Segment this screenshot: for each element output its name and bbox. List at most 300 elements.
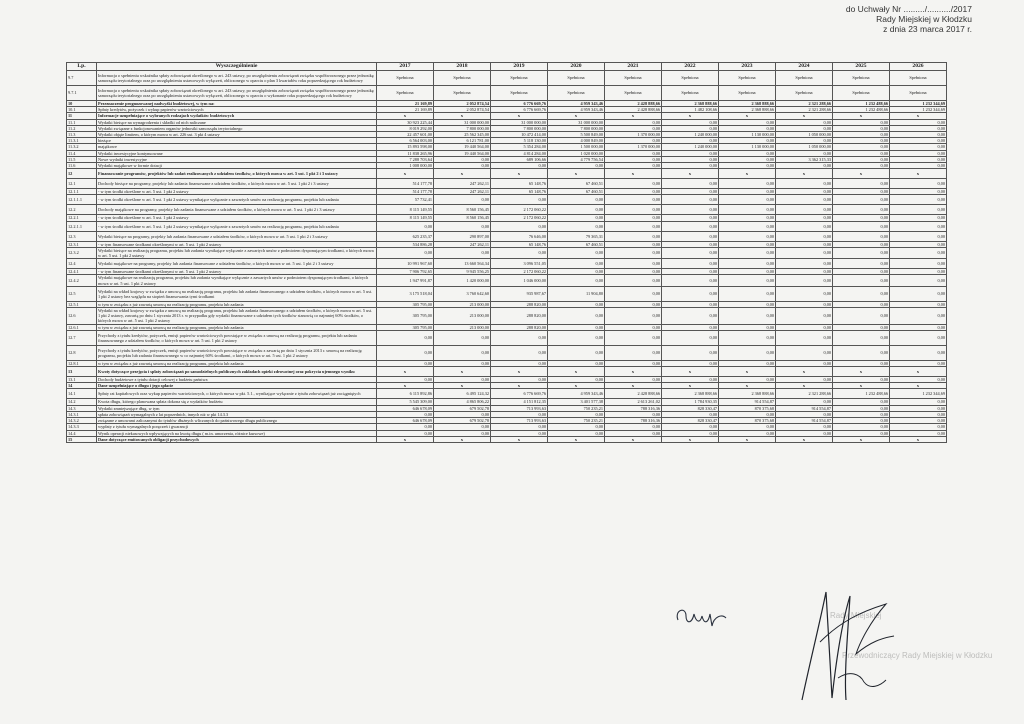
cell-value: 0,00 <box>377 377 434 383</box>
cell-value: 0,00 <box>377 411 434 417</box>
cell-value: 7 288 703,64 <box>377 156 434 162</box>
cell-value: Spełniona <box>662 71 719 86</box>
cell-value: 0,00 <box>491 163 548 169</box>
cell-value: x <box>434 169 491 179</box>
row-description: związane z umowami zaliczanymi do tytułów dłużnych wliczanych do państwowego długu publicznego <box>97 418 377 424</box>
cell-value: 0,00 <box>890 247 947 258</box>
cell-value: 0,00 <box>776 308 833 325</box>
row-description: Wydatki inwestycyjne kontynuowane <box>97 150 377 156</box>
column-header: 2024 <box>776 63 833 71</box>
cell-value: 288 820,00 <box>491 301 548 307</box>
cell-value: 2 321 288,66 <box>776 101 833 107</box>
cell-value: 0,00 <box>548 215 605 221</box>
cell-value: 4 779 756,54 <box>548 156 605 162</box>
cell-value: 2 368 888,66 <box>719 107 776 113</box>
row-description: - w tym środki określone w art. 5 ust. 1 pkt 2 ustawy <box>97 215 377 221</box>
cell-value: 2 172 060,22 <box>491 215 548 221</box>
column-header: Lp. <box>67 63 97 71</box>
cell-value: 0,00 <box>719 215 776 221</box>
chairman-signature-stamp <box>790 582 993 706</box>
cell-value: 0,00 <box>833 221 890 231</box>
row-number: 12.2 <box>67 205 97 215</box>
cell-value: 305 795,00 <box>377 301 434 307</box>
row-number: 14.3 <box>67 405 97 411</box>
cell-value: 0,00 <box>776 150 833 156</box>
cell-value: 0,00 <box>833 286 890 301</box>
row-description: Dane dotyczące emitowanych obligacji przychodowych <box>97 436 377 442</box>
column-header: 2023 <box>719 63 776 71</box>
cell-value: 0,00 <box>719 269 776 275</box>
cell-value: Spełniona <box>434 71 491 86</box>
cell-value: 2 172 060,22 <box>491 205 548 215</box>
cell-value: 0,00 <box>719 119 776 125</box>
signature-initials <box>672 602 732 628</box>
cell-value: 0,00 <box>890 275 947 286</box>
cell-value: 76 646,00 <box>491 231 548 241</box>
table-row <box>67 247 947 258</box>
cell-value: 0,00 <box>662 430 719 436</box>
cell-value: 914 554,87 <box>776 418 833 424</box>
table-row <box>67 367 947 377</box>
cell-value: 8 115 149,55 <box>377 205 434 215</box>
cell-value: 2 321 288,66 <box>776 389 833 399</box>
cell-value: 0,00 <box>491 360 548 366</box>
cell-value: Spełniona <box>719 71 776 86</box>
row-description: Przychody z tytułu kredytów, pożyczek, emisji papierów wartościowych powstające w związku z zawartą po dniu 1 stycznia 2013 r. umową na realizację programu, projektu lub zadania finansowanego w co najmniej 60% środkami, o których mowa w art. 5 ust. 1 pkt 2 ustawy <box>97 345 377 360</box>
cell-value: 0,00 <box>890 286 947 301</box>
cell-value: 0,00 <box>719 308 776 325</box>
cell-value: 1 370 000,00 <box>605 144 662 150</box>
cell-value: 0,00 <box>662 377 719 383</box>
cell-value: 0,00 <box>890 360 947 366</box>
cell-value: 0,00 <box>833 144 890 150</box>
cell-value: 0,00 <box>491 330 548 345</box>
cell-value: x <box>662 383 719 389</box>
cell-value: 0,00 <box>719 247 776 258</box>
cell-value: 3 175 518,04 <box>377 286 434 301</box>
row-number: 10.1 <box>67 107 97 113</box>
cell-value: 0,00 <box>833 360 890 366</box>
cell-value: 0,00 <box>890 221 947 231</box>
cell-value: 0,00 <box>434 330 491 345</box>
row-description: Wydatki majątkowe na realizację programu, projektu lub zadania wynikające wyłącznie z zawartych umów z podmiotem dysponującym środkami, o których mowa w art. 5 ust. 1 pkt 2 ustawy <box>97 275 377 286</box>
cell-value: 3 760 642,60 <box>434 286 491 301</box>
cell-value: 0,00 <box>776 247 833 258</box>
cell-value: 7 800 000,00 <box>434 125 491 131</box>
cell-value: 0,00 <box>548 205 605 215</box>
cell-value: 30 923 225,44 <box>377 119 434 125</box>
cell-value: 0,00 <box>833 205 890 215</box>
cell-value: 0,00 <box>434 156 491 162</box>
cell-value: 4 959 343,46 <box>548 107 605 113</box>
cell-value: 4 000 849,00 <box>548 138 605 144</box>
cell-value: 0,00 <box>890 119 947 125</box>
row-number: 14.3.2 <box>67 418 97 424</box>
table-row <box>67 86 947 101</box>
cell-value: 0,00 <box>776 179 833 189</box>
cell-value: x <box>491 367 548 377</box>
row-description: Informacja o spełnieniu wskaźnika spłaty zobowiązań określonego w art. 243 ustawy, po uwzględnieniu zobowiązań związku współtworzonego przez jednostkę samorządu terytorialnego oraz po uwzględnieniu ustawowych wyłączeń, obliczonego w oparciu o plan 3 kwartałów roku poprzedzającego rok budżetowy <box>97 71 377 86</box>
cell-value: 0,00 <box>605 189 662 195</box>
cell-value: x <box>491 113 548 119</box>
cell-value: x <box>662 367 719 377</box>
cell-value: 914 554,87 <box>719 399 776 405</box>
cell-value: 0,00 <box>833 163 890 169</box>
row-number: 11.4 <box>67 150 97 156</box>
cell-value: 0,00 <box>662 345 719 360</box>
cell-value: 65 148,76 <box>491 241 548 247</box>
cell-value: x <box>776 367 833 377</box>
cell-value: 0,00 <box>491 411 548 417</box>
cell-value: 0,00 <box>605 269 662 275</box>
row-description: Wydatki bieżące na realizację programu, projektu lub zadania wynikające wyłącznie z zawartych umów z podmiotem dysponującym środkami, o których mowa w art. 5 ust. 1 pkt 2 ustawy <box>97 247 377 258</box>
row-description: Wydatki majątkowe w formie dotacji <box>97 163 377 169</box>
cell-value: 2 052 874,54 <box>434 107 491 113</box>
cell-value: 4 959 343,46 <box>548 101 605 107</box>
row-description: Wydatki objęte limitem, o którym mowa w art. 226 ust. 3 pkt 4 ustawy <box>97 132 377 138</box>
resolution-header <box>846 4 972 34</box>
cell-value: 0,00 <box>662 247 719 258</box>
row-number: 12.1.1 <box>67 189 97 195</box>
cell-value: 2 428 888,66 <box>605 101 662 107</box>
cell-value: x <box>434 383 491 389</box>
cell-value: 0,00 <box>833 411 890 417</box>
row-number: 9.7 <box>67 71 97 86</box>
cell-value: 0,00 <box>776 189 833 195</box>
row-number: 13 <box>67 367 97 377</box>
cell-value: 0,00 <box>377 221 434 231</box>
cell-value: 0,00 <box>833 138 890 144</box>
cell-value: x <box>377 367 434 377</box>
column-header: 2021 <box>605 63 662 71</box>
table-row <box>67 169 947 179</box>
cell-value: 0,00 <box>548 377 605 383</box>
cell-value: 828 330,47 <box>662 418 719 424</box>
cell-value: x <box>491 436 548 442</box>
cell-value: 0,00 <box>890 189 947 195</box>
cell-value: 2 613 261,02 <box>605 399 662 405</box>
cell-value: 0,00 <box>776 301 833 307</box>
cell-value: 0,00 <box>776 205 833 215</box>
row-number: 12.2.1 <box>67 215 97 221</box>
row-description: - w tym środki określone w art. 5 ust. 1 pkt 2 ustawy <box>97 189 377 195</box>
cell-value: 0,00 <box>548 330 605 345</box>
cell-value: 11 904,80 <box>548 286 605 301</box>
row-number: 11.6 <box>67 163 97 169</box>
cell-value: Spełniona <box>605 71 662 86</box>
cell-value: 0,00 <box>719 163 776 169</box>
cell-value: x <box>491 383 548 389</box>
cell-value: 19 440 564,00 <box>434 150 491 156</box>
cell-value: 65 148,76 <box>491 189 548 195</box>
table-row <box>67 205 947 215</box>
cell-value: 0,00 <box>605 330 662 345</box>
row-number: 11.5 <box>67 156 97 162</box>
cell-value: 13 660 564,34 <box>434 259 491 269</box>
cell-value: 0,00 <box>776 119 833 125</box>
cell-value: 0,00 <box>890 399 947 405</box>
cell-value: x <box>662 113 719 119</box>
svg-text:Rady Miejskiej: Rady Miejskiej <box>830 611 882 620</box>
cell-value: Spełniona <box>719 86 776 101</box>
column-header: 2022 <box>662 63 719 71</box>
cell-value: 534 886,28 <box>377 241 434 247</box>
cell-value: 0,00 <box>776 163 833 169</box>
row-number: 10 <box>67 101 97 107</box>
cell-value: 0,00 <box>605 221 662 231</box>
row-description: Wydatki bieżące na wynagrodzenia i składki od nich naliczane <box>97 119 377 125</box>
cell-value: 1 500 000,00 <box>548 144 605 150</box>
cell-value: 0,00 <box>776 360 833 366</box>
cell-value: x <box>890 367 947 377</box>
cell-value: 0,00 <box>719 286 776 301</box>
cell-value: 247 262,11 <box>434 189 491 195</box>
cell-value: 0,00 <box>833 324 890 330</box>
cell-value: 689 106,66 <box>491 156 548 162</box>
cell-value: x <box>890 383 947 389</box>
cell-value: 1 020 000,00 <box>548 150 605 156</box>
cell-value: x <box>605 169 662 179</box>
cell-value: 914 554,87 <box>776 405 833 411</box>
cell-value: 0,00 <box>833 215 890 221</box>
row-description: Dochody budżetowe z tytułu dotacji celowej z budżetu państwa <box>97 377 377 383</box>
cell-value: 2 052 874,54 <box>434 101 491 107</box>
cell-value: Spełniona <box>548 86 605 101</box>
cell-value: 0,00 <box>776 259 833 269</box>
cell-value: 0,00 <box>719 424 776 430</box>
cell-value: 0,00 <box>776 125 833 131</box>
row-number: 12.4.1 <box>67 269 97 275</box>
cell-value: 1 046 000,00 <box>491 275 548 286</box>
cell-value: x <box>662 169 719 179</box>
cell-value: 0,00 <box>662 308 719 325</box>
cell-value: 646 678,09 <box>377 418 434 424</box>
column-header: 2025 <box>833 63 890 71</box>
cell-value: 65 148,76 <box>491 179 548 189</box>
cell-value: 0,00 <box>776 231 833 241</box>
table-row <box>67 436 947 442</box>
table-row <box>67 389 947 399</box>
cell-value: x <box>719 169 776 179</box>
cell-value: 0,00 <box>662 275 719 286</box>
cell-value: 0,00 <box>434 247 491 258</box>
cell-value: 0,00 <box>719 189 776 195</box>
cell-value: Spełniona <box>833 71 890 86</box>
cell-value: 6 121 781,00 <box>434 138 491 144</box>
cell-value: 8 115 149,55 <box>377 215 434 221</box>
cell-value: 0,00 <box>605 125 662 131</box>
cell-value: 0,00 <box>434 424 491 430</box>
cell-value: x <box>377 436 434 442</box>
cell-value: 0,00 <box>662 330 719 345</box>
cell-value: 247 262,11 <box>434 241 491 247</box>
cell-value: Spełniona <box>491 86 548 101</box>
cell-value: 0,00 <box>662 156 719 162</box>
cell-value: 0,00 <box>890 125 947 131</box>
row-description: Nowe wydatki inwestycyjne <box>97 156 377 162</box>
cell-value: x <box>776 383 833 389</box>
cell-value: Spełniona <box>662 86 719 101</box>
cell-value: 0,00 <box>548 269 605 275</box>
cell-value: 1 482 108,66 <box>662 107 719 113</box>
cell-value: 2 428 888,66 <box>605 389 662 399</box>
cell-value: 1 050 000,00 <box>776 132 833 138</box>
row-number: 11.1 <box>67 119 97 125</box>
cell-value: 0,00 <box>662 301 719 307</box>
cell-value: 2 321 288,66 <box>776 107 833 113</box>
cell-value: 0,00 <box>776 424 833 430</box>
cell-value: 0,00 <box>890 330 947 345</box>
cell-value: 2 368 888,66 <box>719 389 776 399</box>
cell-value: 2 368 888,66 <box>662 389 719 399</box>
cell-value: 0,00 <box>377 430 434 436</box>
cell-value: 67 460,51 <box>548 189 605 195</box>
cell-value: 0,00 <box>776 324 833 330</box>
cell-value: 0,00 <box>719 360 776 366</box>
cell-value: 0,00 <box>491 377 548 383</box>
cell-value: 0,00 <box>491 247 548 258</box>
cell-value: 0,00 <box>890 163 947 169</box>
cell-value: 0,00 <box>662 150 719 156</box>
cell-value: 15 893 598,00 <box>377 144 434 150</box>
row-description: wypłaty z tytułu wymagalnych poręczeń i gwarancji <box>97 424 377 430</box>
cell-value: Spełniona <box>890 86 947 101</box>
row-description: w tym w związku z już zawartą umową na realizację programu, projektu lub zadania <box>97 324 377 330</box>
cell-value: 5 354 284,00 <box>491 144 548 150</box>
cell-value: 0,00 <box>890 424 947 430</box>
cell-value: x <box>890 169 947 179</box>
cell-value: 0,00 <box>833 259 890 269</box>
cell-value: 1 130 000,00 <box>719 132 776 138</box>
cell-value: Spełniona <box>776 71 833 86</box>
column-header: 2017 <box>377 63 434 71</box>
row-description: - w tym środki określone w art. 5 ust. 1 pkt 2 ustawy wynikające wyłącznie z zawartych umów na realizację programu, projektu lub zadania <box>97 221 377 231</box>
cell-value: 0,00 <box>890 132 947 138</box>
row-description: Wynik operacji niekasowych wpływających na kwotę długu ( m.in. umorzenia, różnice kursowe) <box>97 430 377 436</box>
cell-value: 5 118 130,00 <box>491 138 548 144</box>
cell-value: 0,00 <box>719 301 776 307</box>
cell-value: x <box>833 113 890 119</box>
cell-value: x <box>548 383 605 389</box>
cell-value: x <box>719 436 776 442</box>
cell-value: 0,00 <box>434 221 491 231</box>
cell-value: 713 993,63 <box>491 405 548 411</box>
row-description: - w tym środki określone w art. 5 ust. 1 pkt 2 ustawy wynikające wyłącznie z zawartych umów na realizację programu, projektu lub zadania <box>97 195 377 205</box>
table-row <box>67 330 947 345</box>
row-number: 12.3 <box>67 231 97 241</box>
cell-value: x <box>605 367 662 377</box>
cell-value: 21 169,89 <box>377 101 434 107</box>
table-row <box>67 71 947 86</box>
table-row <box>67 286 947 301</box>
cell-value: 0,00 <box>548 247 605 258</box>
row-description: Finansowanie programów, projektów lub zadań realizowanych z udziałem środków, o których mowa w art. 5 ust. 1 pkt 2 i 3 ustawy <box>97 169 377 179</box>
cell-value: 0,00 <box>890 150 947 156</box>
cell-value: 21 169,89 <box>377 107 434 113</box>
cell-value: 0,00 <box>776 330 833 345</box>
table-row <box>67 345 947 360</box>
cell-value: 0,00 <box>719 345 776 360</box>
cell-value: 0,00 <box>890 241 947 247</box>
row-number: 12.6 <box>67 308 97 325</box>
cell-value: 0,00 <box>605 424 662 430</box>
cell-value: 8 560 156,45 <box>434 215 491 221</box>
row-number: 14.2 <box>67 399 97 405</box>
cell-value: 0,00 <box>776 269 833 275</box>
cell-value: 0,00 <box>377 424 434 430</box>
cell-value: 1 232 344,69 <box>890 101 947 107</box>
svg-text:Przewodniczący Rady Miejskiej: Przewodniczący Rady Miejskiej w Kłodzku <box>842 651 993 660</box>
row-description: Dochody bieżące na programy, projekty lub zadania finansowane z udziałem środków, o których mowa w art. 5 ust. 1 pkt 2 i 3 ustawy <box>97 179 377 189</box>
cell-value: 6 776 669,76 <box>491 389 548 399</box>
row-description: Dane uzupełniające o długu i jego spłacie <box>97 383 377 389</box>
cell-value: x <box>491 169 548 179</box>
cell-value: 0,00 <box>605 430 662 436</box>
cell-value: 2 368 888,66 <box>662 101 719 107</box>
cell-value: 750 235,21 <box>548 418 605 424</box>
cell-value: 0,00 <box>662 205 719 215</box>
cell-value: 0,00 <box>776 345 833 360</box>
cell-value: 788 316,36 <box>605 418 662 424</box>
row-number: 12.6.1 <box>67 324 97 330</box>
cell-value: 870 375,68 <box>719 418 776 424</box>
cell-value: 0,00 <box>776 399 833 405</box>
cell-value: 750 235,21 <box>548 405 605 411</box>
cell-value: 7 800 000,00 <box>548 125 605 131</box>
cell-value: 0,00 <box>605 231 662 241</box>
cell-value: 0,00 <box>605 308 662 325</box>
cell-value: 0,00 <box>662 424 719 430</box>
cell-value: 0,00 <box>890 138 947 144</box>
cell-value: 4 151 812,35 <box>491 399 548 405</box>
cell-value: 0,00 <box>605 324 662 330</box>
row-description: Przeznaczenie prognozowanej nadwyżki budżetowej, w tym na: <box>97 101 377 107</box>
cell-value: 0,00 <box>890 144 947 150</box>
cell-value: 213 000,00 <box>434 301 491 307</box>
cell-value: 288 820,00 <box>491 324 548 330</box>
row-number: 12.2.1.1 <box>67 221 97 231</box>
table-header-row <box>67 63 947 71</box>
cell-value: 0,00 <box>890 205 947 215</box>
cell-value: 79 365,31 <box>548 231 605 241</box>
cell-value: x <box>833 367 890 377</box>
cell-value: 0,00 <box>605 179 662 189</box>
row-number: 15 <box>67 436 97 442</box>
cell-value: 0,00 <box>833 405 890 411</box>
cell-value: Spełniona <box>491 71 548 86</box>
row-number: 12.1 <box>67 179 97 189</box>
cell-value: 935 987,67 <box>491 286 548 301</box>
cell-value: 0,00 <box>719 205 776 215</box>
cell-value: 0,00 <box>377 247 434 258</box>
cell-value: 0,00 <box>833 418 890 424</box>
cell-value: 0,00 <box>605 360 662 366</box>
cell-value: x <box>377 383 434 389</box>
cell-value: 0,00 <box>719 195 776 205</box>
cell-value: 10 991 967,60 <box>377 259 434 269</box>
cell-value: 0,00 <box>833 125 890 131</box>
cell-value: 67 460,51 <box>548 241 605 247</box>
table-row <box>67 308 947 325</box>
cell-value: 0,00 <box>377 360 434 366</box>
row-description: Wydatki na wkład krajowy w związku z umową na realizację programu, projektu lub zadania finansowanego z udziałem środków, o których mowa w art. 5 ust. 1 pkt 2 ustawy bez względu na stopień finansowania tymi środkami <box>97 286 377 301</box>
cell-value: 0,00 <box>719 150 776 156</box>
cell-value: 5 545 309,00 <box>377 399 434 405</box>
cell-value: 247 262,11 <box>434 179 491 189</box>
cell-value: 0,00 <box>434 163 491 169</box>
resolution-date: z dnia 23 marca 2017 r. <box>883 24 972 34</box>
cell-value: Spełniona <box>548 71 605 86</box>
